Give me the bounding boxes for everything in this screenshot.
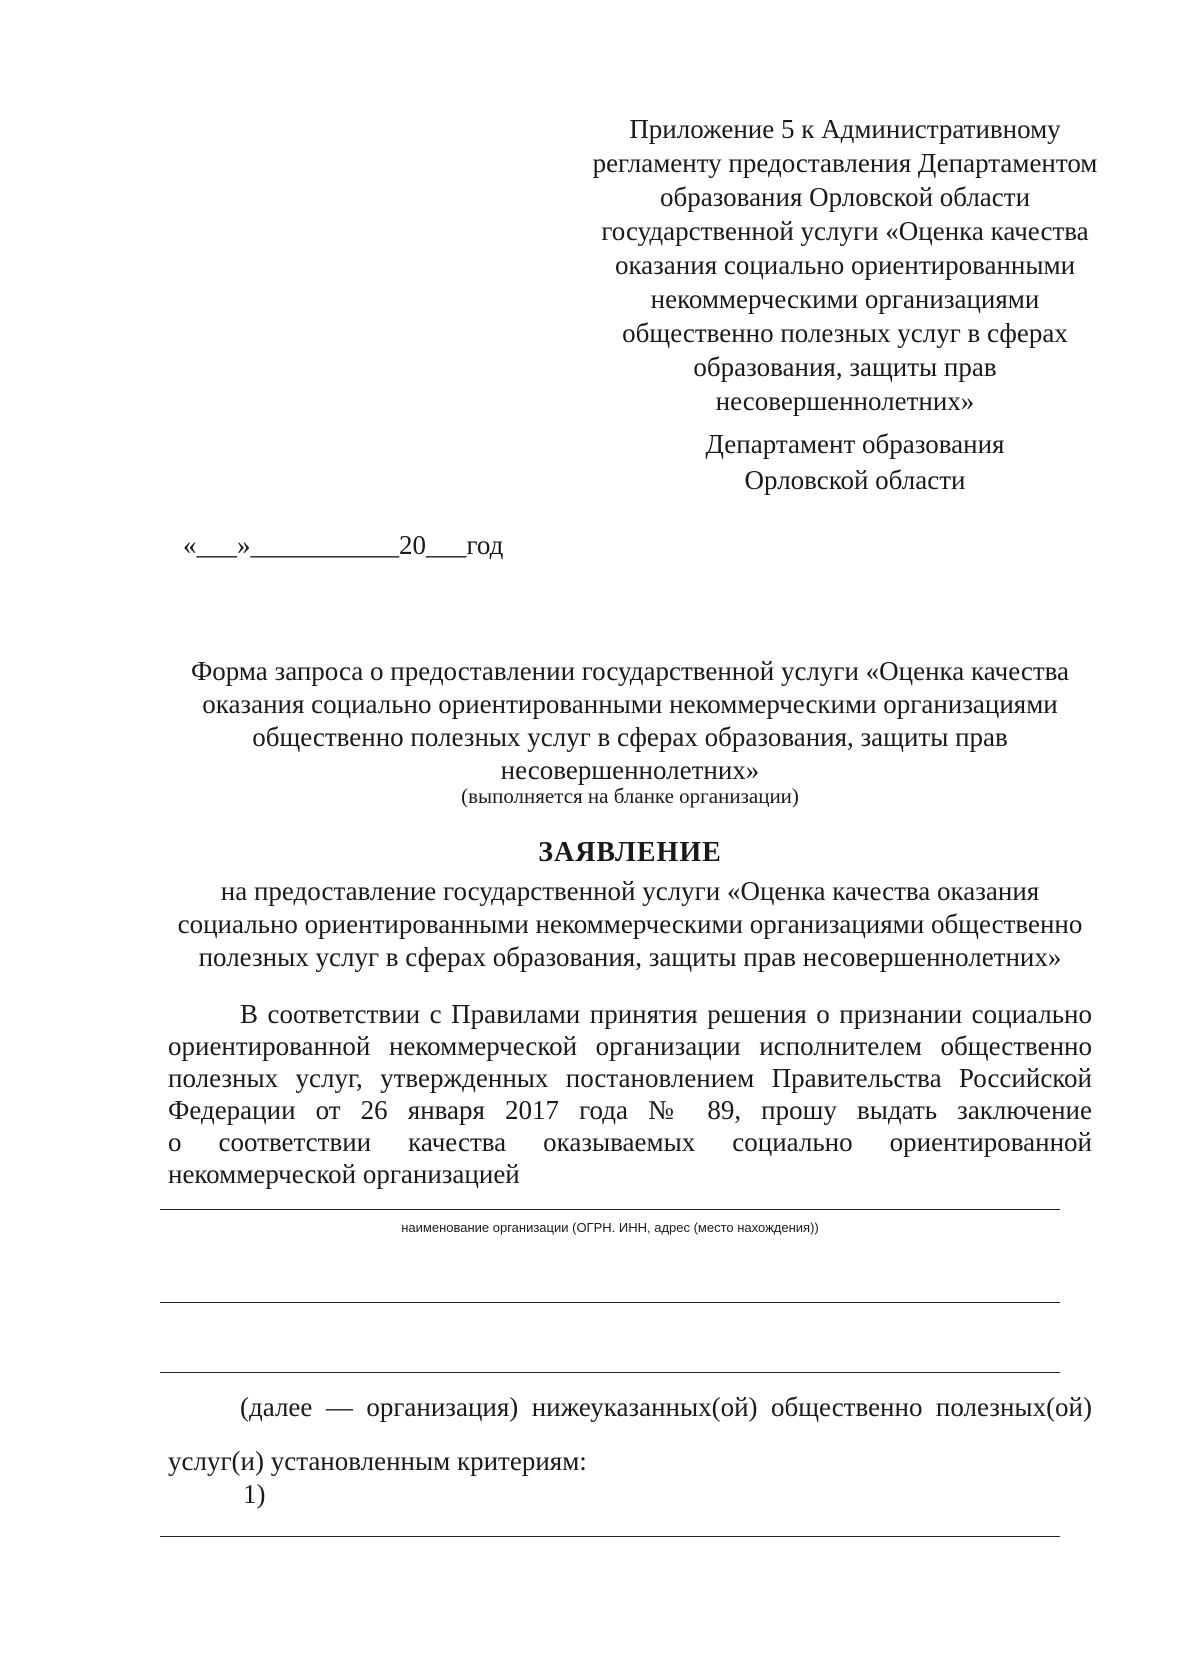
continuation-line: (далее — организация) нижеуказанных(ой) общественно полезных(ой): [240, 1392, 1092, 1422]
appendix-line: оказания социально ориентированными: [614, 250, 1076, 280]
statement-subtitle-line: на предоставление государственной услуги «Оценка качества оказания: [220, 876, 1040, 906]
statement-subtitle: [160, 875, 1100, 974]
appendix-line: несовершеннолетних»: [715, 386, 975, 416]
body-line: Федерации от 26 января 2017 года № 89, прошу выдать заключение: [168, 1095, 1092, 1125]
body-line: В соответствии с Правилами принятия решения о признании социально: [240, 999, 1092, 1029]
appendix-line: общественно полезных услуг в сферах: [622, 318, 1068, 348]
statement-subtitle-line: полезных услуг в сферах образования, защиты прав несовершеннолетних»: [198, 942, 1062, 972]
org-name-caption: наименование организации (ОГРН. ИНН, адрес (место нахождения)): [401, 1220, 819, 1235]
org-name-fill-line-1[interactable]: [160, 1209, 1060, 1210]
form-title-line: Форма запроса о предоставлении государственной услуги «Оценка качества: [190, 656, 1070, 686]
form-title: [160, 655, 1100, 787]
appendix-line: образования, защиты прав: [693, 352, 997, 382]
statement-subtitle-line: социально ориентированными некоммерческими организациями общественно: [177, 909, 1083, 939]
form-note: (выполняется на бланке организации): [461, 784, 799, 808]
date-field[interactable]: «___»___________20___год: [183, 530, 504, 560]
statement-heading: ЗАЯВЛЕНИЕ: [538, 837, 722, 868]
appendix-line: государственной услуги «Оценка качества: [601, 216, 1089, 246]
appendix-line: образования Орловской области: [659, 182, 1031, 212]
addressee-block: [690, 426, 1020, 498]
form-title-line: несовершеннолетних»: [500, 755, 760, 785]
criteria-item-fill-line[interactable]: [160, 1536, 1060, 1537]
form-title-line: общественно полезных услуг в сферах образования, защиты прав: [252, 722, 1008, 752]
org-name-fill-line-2[interactable]: [160, 1302, 1060, 1303]
continuation-paragraph: [168, 1390, 1092, 1478]
addressee-line: Орловской области: [744, 465, 966, 495]
body-line: ориентированной некоммерческой организации исполнителем общественно: [168, 1031, 1092, 1061]
body-line: полезных услуг, утвержденных постановлением Правительства Российской: [168, 1063, 1092, 1093]
criteria-item-number: 1): [243, 1479, 266, 1509]
body-line: о соответствии качества оказываемых социально ориентированной: [168, 1127, 1092, 1157]
continuation-line: услуг(и) установленным критериям:: [168, 1446, 587, 1476]
form-title-line: оказания социально ориентированными некоммерческими организациями: [202, 689, 1058, 719]
org-name-fill-line-3[interactable]: [160, 1372, 1060, 1373]
appendix-line: некоммерческими организациями: [650, 284, 1040, 314]
appendix-line: регламенту предоставления Департаментом: [592, 148, 1098, 178]
body-line: некоммерческой организацией: [168, 1159, 520, 1189]
appendix-line: Приложение 5 к Административному: [629, 114, 1061, 144]
addressee-line: Департамент образования: [705, 429, 1005, 459]
appendix-header: [565, 112, 1125, 418]
body-paragraph: [168, 998, 1092, 1190]
